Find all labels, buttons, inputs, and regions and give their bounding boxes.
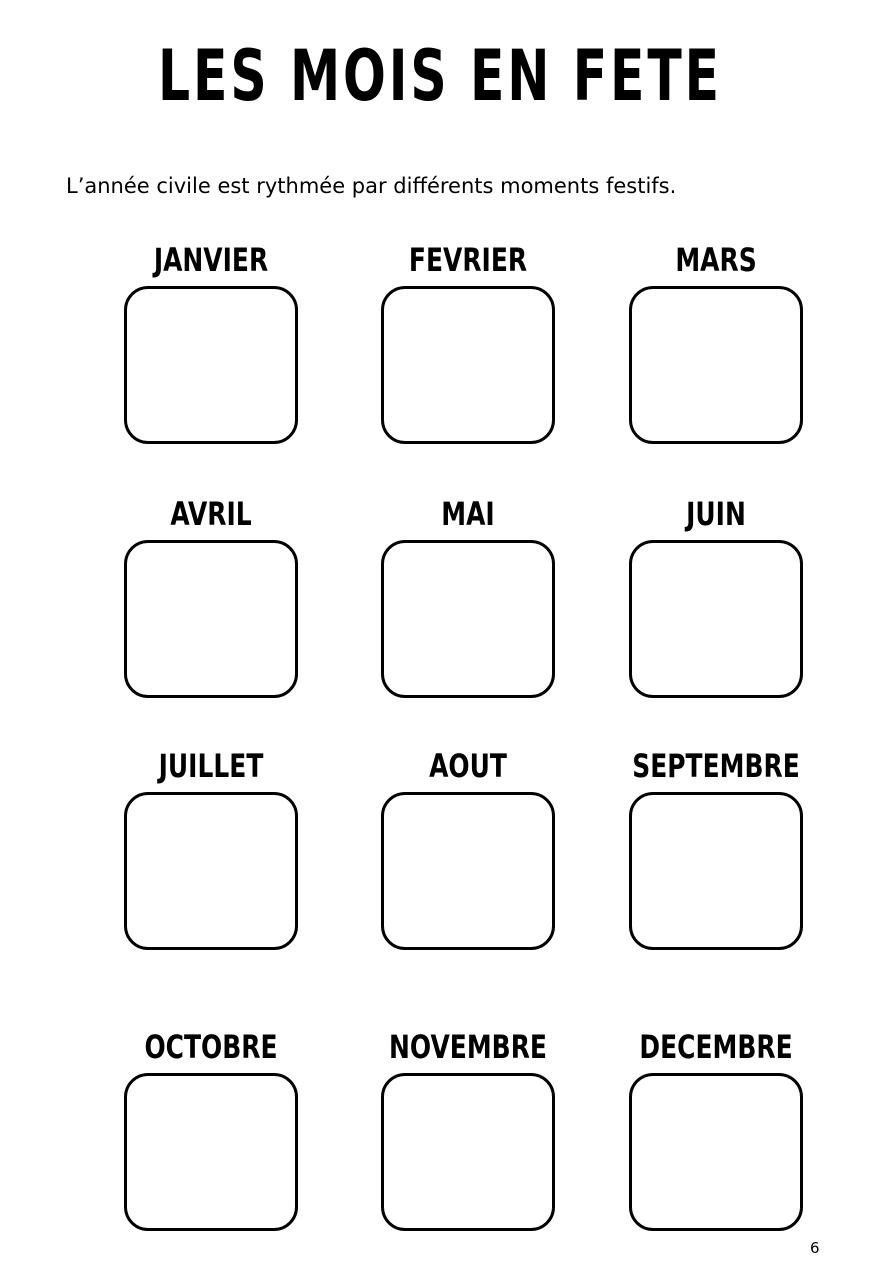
month-label: JUIN [686,495,746,533]
month-label: OCTOBRE [144,1028,278,1066]
drawing-box [124,540,298,698]
drawing-box [629,286,803,444]
drawing-box [124,792,298,950]
drawing-box [629,792,803,950]
month-label: DECEMBRE [639,1028,793,1066]
month-label: JANVIER [153,241,269,279]
drawing-box [381,286,555,444]
drawing-box [381,792,555,950]
month-label: NOVEMBRE [389,1028,547,1066]
month-label: SEPTEMBRE [632,747,800,785]
month-label: MARS [675,241,757,279]
page-number: 6 [810,1239,820,1257]
month-label: AOUT [429,747,507,785]
month-label: FEVRIER [408,241,528,279]
drawing-box [381,1073,555,1231]
drawing-box [381,540,555,698]
month-label: AVRIL [170,495,252,533]
intro-text: L’année civile est rythmée par différents moments festifs. [66,174,677,198]
drawing-box [629,1073,803,1231]
drawing-box [124,286,298,444]
page-title: LES MOIS EN FETE [158,35,722,117]
month-label: MAI [441,495,495,533]
drawing-box [124,1073,298,1231]
drawing-box [629,540,803,698]
month-label: JUILLET [158,747,264,785]
